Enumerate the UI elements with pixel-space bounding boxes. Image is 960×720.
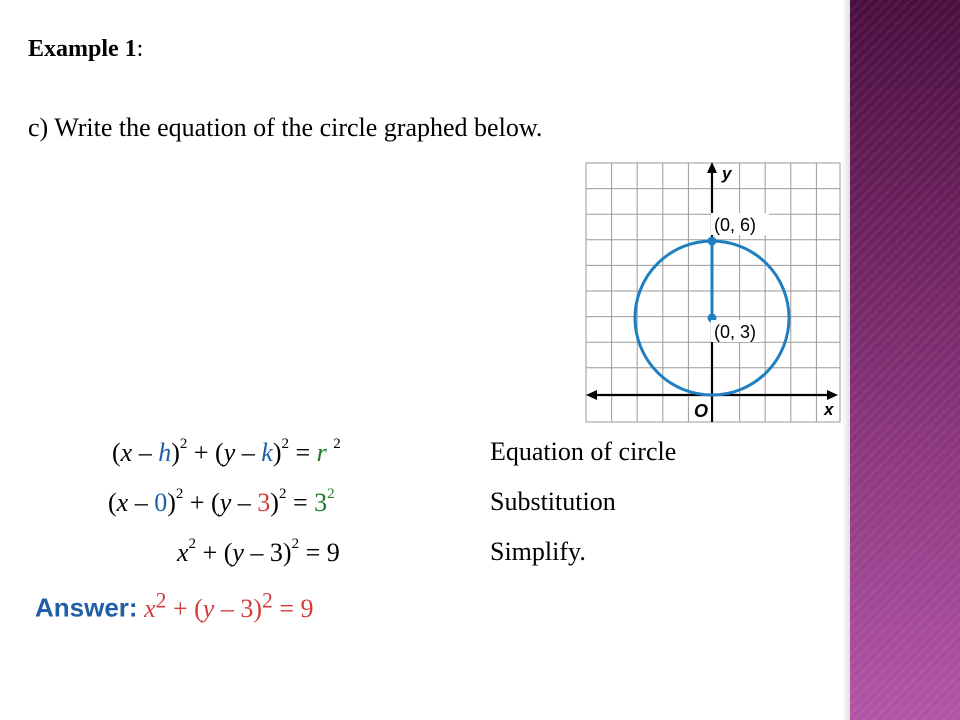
- x-axis-arrow-right: [827, 390, 838, 400]
- problem-prompt: c) Write the equation of the circle graphed below.: [28, 113, 543, 142]
- label-origin: O: [694, 401, 709, 421]
- sidebar-shadow: [842, 0, 850, 720]
- answer-label: Answer:: [35, 592, 138, 623]
- x-axis-arrow-left: [586, 390, 597, 400]
- point-top: [708, 237, 717, 246]
- y-axis-arrow-top: [707, 162, 717, 173]
- circle-graph: [583, 160, 843, 428]
- step-desc-2: Substitution: [490, 487, 616, 516]
- example-title: Example 1:: [28, 36, 144, 62]
- label-point-top: (0, 6): [714, 215, 757, 235]
- label-y-axis: y: [722, 164, 732, 183]
- equation-simplified: $x^2 + (y - 3)^2 = 9$: [177, 536, 340, 567]
- answer-line: Answer: $x^2 + (y - 3)^2 = 9$: [35, 588, 314, 623]
- step-desc-3: Simplify.: [490, 537, 586, 566]
- label-point-center: (0, 3): [714, 322, 757, 342]
- label-x-axis: x: [824, 400, 834, 419]
- equation-general: (x – h)$^2$ + (y – k)$^2$ = r $^2$: [112, 436, 341, 467]
- step-desc-1: Equation of circle: [490, 437, 677, 466]
- equation-substitution: $(x - 0)^2 + (y - 3)^2 = 3^2$: [108, 486, 335, 517]
- decorative-sidebar: [850, 0, 960, 720]
